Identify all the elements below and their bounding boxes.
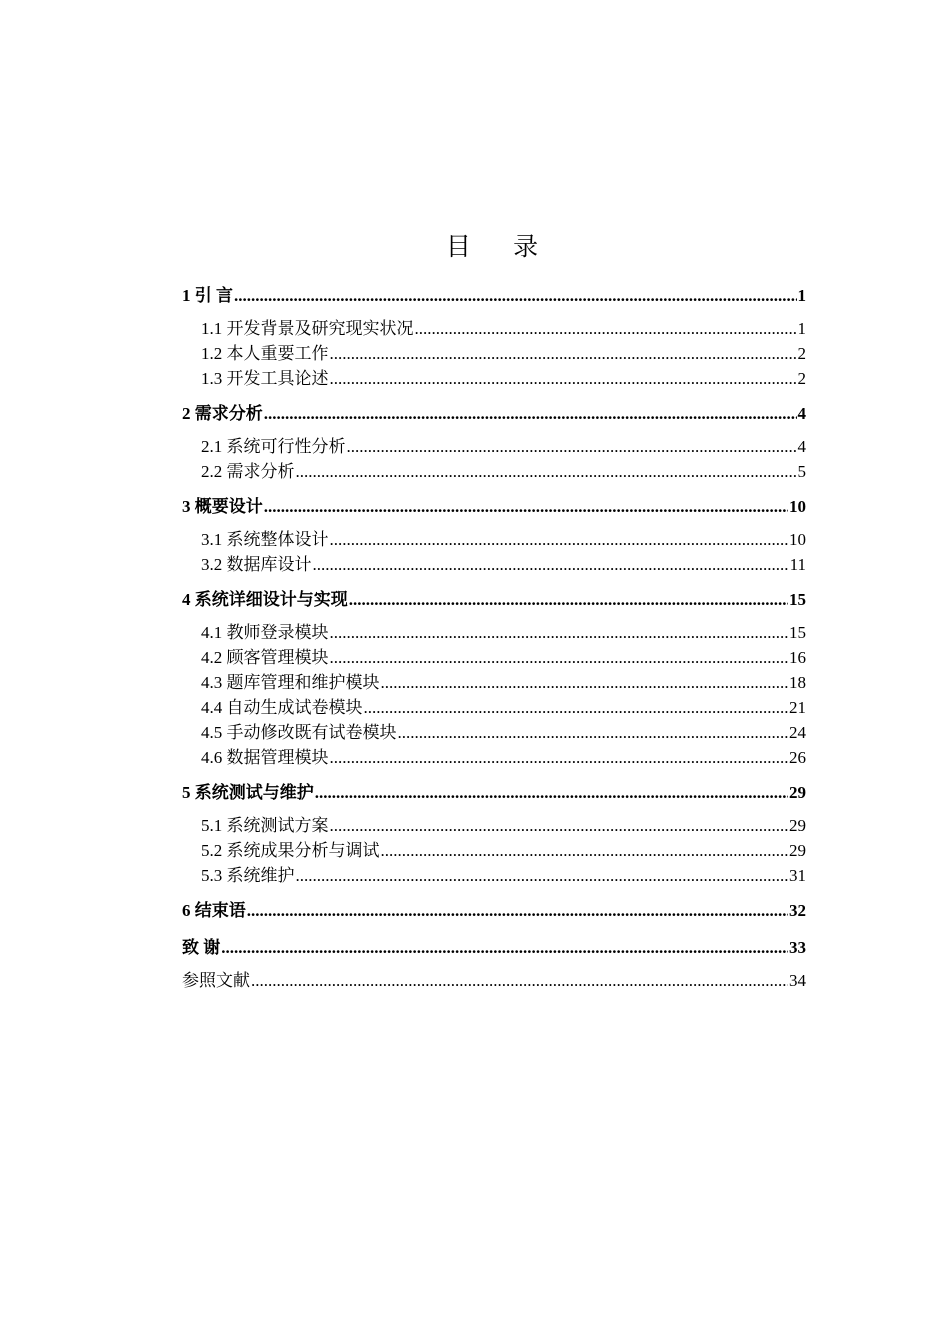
dot-leader bbox=[251, 968, 788, 993]
toc-entry[interactable] bbox=[182, 968, 806, 993]
toc-entry-label: 1.2 本人重要工作 bbox=[201, 344, 329, 363]
toc-entry-label: 4.4 自动生成试卷模块 bbox=[201, 698, 363, 717]
toc-entry[interactable] bbox=[182, 459, 806, 484]
toc-entry[interactable] bbox=[182, 316, 806, 341]
dot-leader bbox=[221, 934, 788, 962]
dot-leader bbox=[415, 316, 797, 341]
dot-leader bbox=[347, 434, 797, 459]
toc-entry-page-number: 10 bbox=[789, 530, 806, 549]
toc-entry-page-number: 24 bbox=[789, 723, 806, 742]
toc-entry-page-number: 11 bbox=[789, 555, 806, 574]
toc-entry-page-number: 15 bbox=[789, 590, 806, 609]
toc-entry-label: 1 引 言 bbox=[182, 286, 233, 305]
toc-entry-label: 1.3 开发工具论述 bbox=[201, 369, 329, 388]
toc-entry-page-number: 34 bbox=[789, 971, 806, 990]
toc-entry[interactable] bbox=[182, 366, 806, 391]
dot-leader bbox=[264, 493, 788, 521]
toc-entry-page-number: 4 bbox=[797, 404, 806, 423]
toc-entry-label: 4 系统详细设计与实现 bbox=[182, 590, 348, 609]
toc-entry-page-number: 21 bbox=[789, 698, 806, 717]
toc-entry[interactable] bbox=[182, 720, 806, 745]
toc-entry[interactable] bbox=[182, 527, 806, 552]
dot-leader bbox=[330, 813, 789, 838]
toc-entry-label: 2.2 需求分析 bbox=[201, 462, 295, 481]
dot-leader bbox=[398, 720, 789, 745]
toc-entry-label: 参照文献 bbox=[182, 971, 250, 990]
toc-entry-label: 3.1 系统整体设计 bbox=[201, 530, 329, 549]
toc-entry-page-number: 1 bbox=[797, 319, 806, 338]
toc-entry[interactable] bbox=[182, 552, 806, 577]
toc-entry[interactable] bbox=[182, 670, 806, 695]
toc-entry[interactable] bbox=[182, 745, 806, 770]
toc-entry-page-number: 31 bbox=[789, 866, 806, 885]
table-of-contents bbox=[182, 282, 806, 993]
dot-leader bbox=[381, 838, 789, 863]
dot-leader bbox=[330, 527, 789, 552]
toc-entry[interactable] bbox=[182, 400, 806, 428]
toc-entry[interactable] bbox=[182, 282, 806, 310]
toc-entry-label: 致 谢 bbox=[182, 938, 221, 957]
toc-entry[interactable] bbox=[182, 934, 806, 962]
toc-entry-label: 5.1 系统测试方案 bbox=[201, 816, 329, 835]
dot-leader bbox=[330, 341, 797, 366]
dot-leader bbox=[364, 695, 789, 720]
toc-entry-page-number: 15 bbox=[789, 623, 806, 642]
toc-entry-page-number: 1 bbox=[797, 286, 806, 305]
dot-leader bbox=[313, 552, 789, 577]
toc-entry-label: 2.1 系统可行性分析 bbox=[201, 437, 346, 456]
dot-leader bbox=[264, 400, 797, 428]
dot-leader bbox=[349, 586, 788, 614]
dot-leader bbox=[330, 745, 789, 770]
toc-entry[interactable] bbox=[182, 341, 806, 366]
toc-entry-page-number: 29 bbox=[789, 841, 806, 860]
toc-entry-label: 1.1 开发背景及研究现实状况 bbox=[201, 319, 414, 338]
dot-leader bbox=[296, 863, 789, 888]
toc-entry[interactable] bbox=[182, 838, 806, 863]
toc-entry[interactable] bbox=[182, 493, 806, 521]
toc-entry[interactable] bbox=[182, 897, 806, 925]
toc-entry-page-number: 10 bbox=[789, 497, 806, 516]
toc-entry-label: 4.1 教师登录模块 bbox=[201, 623, 329, 642]
toc-entry-label: 5.2 系统成果分析与调试 bbox=[201, 841, 380, 860]
toc-entry-page-number: 32 bbox=[789, 901, 806, 920]
toc-entry-page-number: 5 bbox=[797, 462, 806, 481]
toc-entry-page-number: 33 bbox=[789, 938, 806, 957]
toc-entry-page-number: 29 bbox=[789, 783, 806, 802]
toc-entry-label: 3.2 数据库设计 bbox=[201, 555, 312, 574]
toc-entry[interactable] bbox=[182, 813, 806, 838]
toc-entry[interactable] bbox=[182, 863, 806, 888]
toc-entry-label: 5.3 系统维护 bbox=[201, 866, 295, 885]
dot-leader bbox=[330, 645, 789, 670]
toc-entry[interactable] bbox=[182, 434, 806, 459]
toc-entry-page-number: 4 bbox=[797, 437, 806, 456]
toc-entry-label: 6 结束语 bbox=[182, 901, 246, 920]
dot-leader bbox=[296, 459, 797, 484]
dot-leader bbox=[234, 282, 797, 310]
dot-leader bbox=[330, 366, 797, 391]
toc-entry-page-number: 26 bbox=[789, 748, 806, 767]
toc-entry-page-number: 16 bbox=[789, 648, 806, 667]
toc-entry[interactable] bbox=[182, 779, 806, 807]
toc-entry[interactable] bbox=[182, 586, 806, 614]
dot-leader bbox=[315, 779, 788, 807]
toc-entry-page-number: 29 bbox=[789, 816, 806, 835]
dot-leader bbox=[330, 620, 789, 645]
toc-entry-page-number: 2 bbox=[797, 344, 806, 363]
toc-entry-label: 4.3 题库管理和维护模块 bbox=[201, 673, 380, 692]
toc-entry[interactable] bbox=[182, 620, 806, 645]
toc-entry-label: 2 需求分析 bbox=[182, 404, 263, 423]
toc-entry-page-number: 18 bbox=[789, 673, 806, 692]
toc-entry-label: 4.5 手动修改既有试卷模块 bbox=[201, 723, 397, 742]
toc-entry[interactable] bbox=[182, 695, 806, 720]
toc-entry[interactable] bbox=[182, 645, 806, 670]
toc-entry-label: 3 概要设计 bbox=[182, 497, 263, 516]
dot-leader bbox=[247, 897, 788, 925]
toc-entry-page-number: 2 bbox=[797, 369, 806, 388]
page-title: 目 录 bbox=[445, 234, 557, 261]
toc-entry-label: 4.2 顾客管理模块 bbox=[201, 648, 329, 667]
toc-entry-label: 4.6 数据管理模块 bbox=[201, 748, 329, 767]
dot-leader bbox=[381, 670, 789, 695]
toc-entry-label: 5 系统测试与维护 bbox=[182, 783, 314, 802]
